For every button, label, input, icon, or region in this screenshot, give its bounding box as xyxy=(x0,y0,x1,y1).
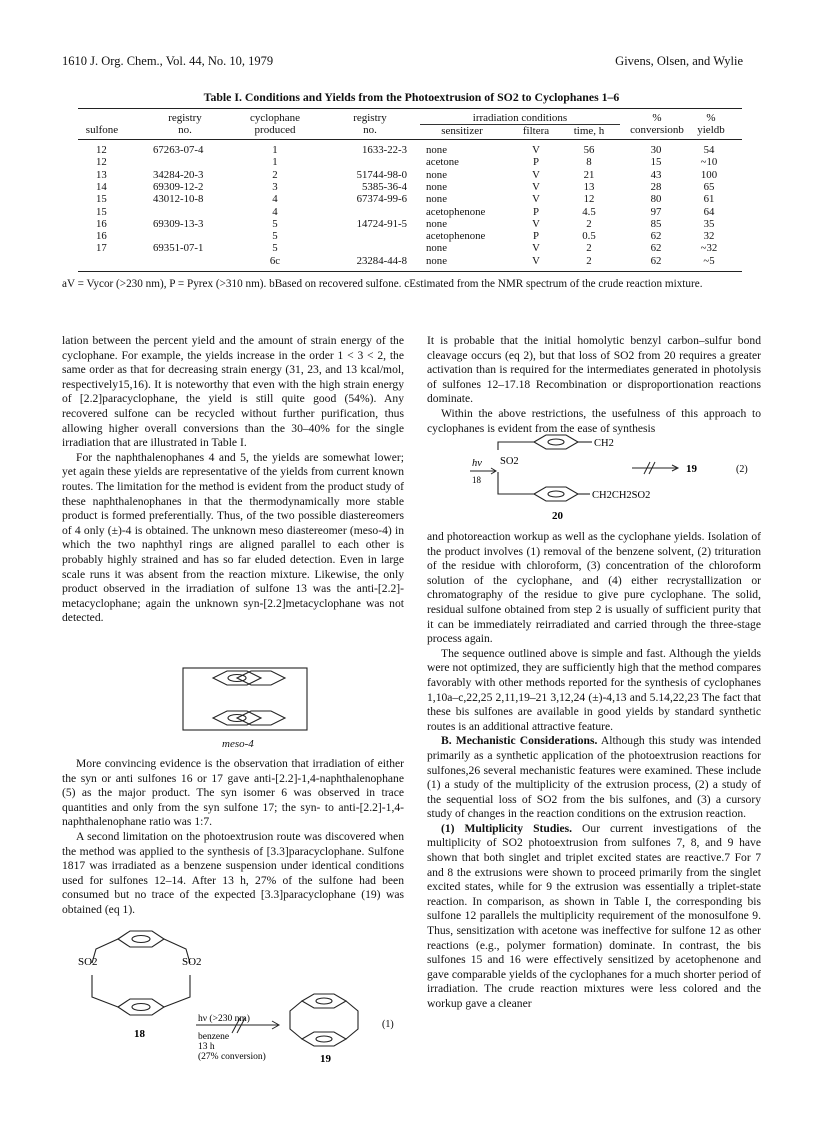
table-cell-sulfone: 13 xyxy=(96,168,107,181)
so2-label: SO2 xyxy=(182,956,202,968)
header-yield: % yieldb xyxy=(697,112,725,136)
table-cell-yield: 35 xyxy=(703,217,715,230)
meso-4-structure xyxy=(175,664,315,744)
left-column-top xyxy=(62,334,404,626)
paragraph: lation between the percent yield and the amount of strain energy of the cyclophane. For example, the yields increase in the order 1 < 3 < 2, the same order as that for decreasing strain energy (31, 23, and 13 kcal/mol, respectively15,16). It is noteworthy that even with the high strain energy of [2.2]paracyclophane, the yield is still quite good (54%). Any recovered sulfone can be recycled without further purification, thus allowing higher overall conversions than the 30–40% for the single irradiation that are illustrated in Table I. xyxy=(62,334,404,450)
radical-label: CH2CH2SO2 xyxy=(592,490,651,501)
table-cell-yield: 65 xyxy=(703,180,715,193)
table-cell-conv: 62 xyxy=(650,254,662,267)
table-cell-filter: V xyxy=(532,193,540,206)
table-cell-cyc: 5 xyxy=(272,242,278,255)
header-conversion: % conversionb xyxy=(630,112,684,136)
table-cell-sens: none xyxy=(426,217,447,230)
header-irradiation: irradiation conditions xyxy=(472,112,568,124)
table-cell-reg2: 5385-36-4 xyxy=(362,180,407,193)
table-cell-time: 4.5 xyxy=(582,205,596,218)
compound-20-label: 20 xyxy=(552,510,563,522)
table-cell-cyc: 4 xyxy=(272,205,278,218)
table-cell-cyc: 5 xyxy=(272,217,278,230)
table-cell-cyc: 6c xyxy=(269,254,281,267)
table-top-rule xyxy=(78,108,742,109)
paragraph: Within the above restrictions, the usefulness of this approach to cyclophanes is evident from the ease of synthesis xyxy=(427,406,761,435)
so2-label: SO2 xyxy=(500,456,519,467)
table-cell-sens: none xyxy=(426,180,447,193)
table-cell-reg2: 67374-99-6 xyxy=(356,193,407,206)
table-cell-sens: none xyxy=(426,168,447,181)
header-cyclophane: cyclophane produced xyxy=(249,112,301,136)
table-cell-conv: 15 xyxy=(650,156,662,169)
table-cell-yield: 64 xyxy=(703,205,715,218)
section-heading: (1) Multiplicity Studies. xyxy=(441,821,573,835)
table-cell-time: 8 xyxy=(586,156,592,169)
table-header-rule xyxy=(78,139,742,140)
table-cell-cyc: 3 xyxy=(272,180,278,193)
condition-time: 13 h xyxy=(198,1042,215,1052)
paragraph: B. Mechanistic Considerations. Although this study was intended primarily as a synthetic application of the photoextrusion reactions for sulfones,26 several mechanistic features were examined. These include (1) a study of the multiplicity of the extrusion process, (2) a study of the sequential loss of SO2 from the bis sulfones, and (3) a cursory study of changes in the reaction conditions on the extrusion reaction. xyxy=(427,734,761,821)
table-cell-conv: 80 xyxy=(650,193,662,206)
table-cell-sulfone: 15 xyxy=(96,205,107,218)
table-cell-filter: P xyxy=(532,230,539,243)
table-cell-sulfone: 16 xyxy=(96,230,107,243)
scheme-eq-1 xyxy=(62,925,412,1065)
table-cell-yield: 54 xyxy=(703,144,715,156)
paragraph: A second limitation on the photoextrusion route was discovered when the method was applied to the synthesis of [3.3]paracyclophane. Sulfone 1817 was irradiated as a benzene suspension under identical conditions used for sulfones 12–14. After 13 h, 27% of the sulfone had been consumed but no trace of the expected [3.3]paracyclophane (19) was obtained (eq 1). xyxy=(62,829,404,916)
table-cell-filter: V xyxy=(532,254,540,267)
table-cell-sens: acetone xyxy=(426,156,459,169)
hv-label: hν xyxy=(472,458,482,469)
table-cell-filter: V xyxy=(532,180,540,193)
table-cell-sens: none xyxy=(426,144,447,156)
table-cell-reg: 43012-10-8 xyxy=(153,193,204,206)
paragraph: The sequence outlined above is simple and fast. Although the yields were not optimized, they are sufficiently high that the method compares favorably with other methods reported for the synthesis of cyclophanes 1,10a–c,22,25 2,11,19–21 3,12,24 (±)-4,13 and 5.14,22,23 The fact that these bis sulfones are available in good yields by standard synthetic routes is an additional attractive feature. xyxy=(427,646,761,733)
header-time: time, h xyxy=(573,125,605,137)
table-cell-reg2: 1633-22-3 xyxy=(362,144,407,156)
table-cell-reg2: 23284-44-8 xyxy=(356,254,407,267)
table-cell-sens: none xyxy=(426,193,447,206)
compound-18-label: 18 xyxy=(134,1028,145,1040)
table-cell-reg: 69309-13-3 xyxy=(153,217,204,230)
table-cell-reg: 69351-07-1 xyxy=(153,242,204,255)
table-cell-reg: 69309-12-2 xyxy=(153,180,204,193)
table-cell-cyc: 1 xyxy=(272,144,278,156)
table-cell-cyc: 4 xyxy=(272,193,278,206)
header-registry-1: registry no. xyxy=(168,112,202,136)
table-cell-conv: 97 xyxy=(650,205,662,218)
table-cell-time: 12 xyxy=(583,193,595,206)
ch2-label: CH2 xyxy=(594,438,614,449)
table-cell-sulfone: 12 xyxy=(96,144,107,156)
table-cell-reg2: 51744-98-0 xyxy=(356,168,407,181)
header-filter: filtera xyxy=(522,125,550,137)
table-cell-yield: ~5 xyxy=(703,254,715,267)
table-cell-reg: 34284-20-3 xyxy=(153,168,204,181)
table-title: Table I. Conditions and Yields from the Photoextrusion of SO2 to Cyclophanes 1–6 xyxy=(203,90,620,104)
table-cell-yield: ~32 xyxy=(700,242,718,255)
paragraph: For the naphthalenophanes 4 and 5, the yields are somewhat lower; yet again these yields are representative of the yields from current known routes. The limitation for the method is evident from the product study of these naphthalenophanes in that the thermodynamically more stable product is formed preferentially. Thus, of the two possible diastereomers of 4 only (±)-4 is obtained. The unknown meso diastereomer (meso-4) in which the two naphthyl rings are aligned parallel to each other is probably highly strained and has so far eluded detection. Even in large scale runs it was absent from the reaction mixture. Likewise, the only product observed in the irradiation of sulfone 13 was the anti-[2.2]-metacyclophane; again the unknown syn-[2.2]metacyclophane was not detected. xyxy=(62,450,404,625)
so2-label: SO2 xyxy=(78,956,98,968)
condition-solvent: benzene xyxy=(198,1032,230,1042)
header-sulfone: sulfone xyxy=(85,124,119,136)
equation-number: (1) xyxy=(382,1019,394,1030)
table-cell-filter: V xyxy=(532,144,540,156)
table-cell-sulfone: 16 xyxy=(96,217,107,230)
table-cell-cyc: 5 xyxy=(272,230,278,243)
table-cell-yield: 32 xyxy=(703,230,715,243)
table-cell-sens: none xyxy=(426,242,447,255)
table-cell-sens: acetophenone xyxy=(426,205,486,218)
right-column-top xyxy=(427,334,761,436)
table-cell-sulfone: 14 xyxy=(96,180,107,193)
table-cell-conv: 62 xyxy=(650,230,662,243)
table-cell-filter: V xyxy=(532,217,540,230)
table-cell-time: 2 xyxy=(586,242,592,255)
condition-conversion: (27% conversion) xyxy=(198,1052,266,1062)
table-cell-conv: 62 xyxy=(650,242,662,255)
table-bottom-rule xyxy=(78,271,742,272)
right-column-bottom xyxy=(427,530,761,1012)
table-cell-reg: 67263-07-4 xyxy=(153,144,204,156)
paragraph: (1) Multiplicity Studies. Our current investigations of the multiplicity of SO2 photoextrusion from sulfones 7, 8, and 9 have shown that both singlet and triplet excited states are reactive.7 For 7 and 8 the extrusions were shown to proceed primarily from the singlet excited states, while for 9 the extrusion was essentially a triplet-state reaction. In comparison, as shown in Table I, the corresponding bis sulfone 12 parallels the multiplicity requirement of the monosulfone 9. Thus, sensitization with acetone was ineffective for sulfone 12 as other reactions (e.g., polymer formation) dominate. In contrast, the bis sulfones 15 and 16 were effectively sensitized by acetophenone and gave comparable yields of the cyclophanes for a much shorter period of irradiation. The crude reaction mixtures were less colored and the workup gave a cleaner xyxy=(427,821,762,1010)
table-cell-yield: 100 xyxy=(700,168,718,181)
running-header-right: Givens, Olsen, and Wylie xyxy=(615,54,743,68)
scheme-eq-2 xyxy=(460,430,760,525)
paragraph: It is probable that the initial homolytic benzyl carbon–sulfur bond cleavage occurs (eq 2), but that loss of SO2 from 20 requires a greater activation than is required for the intermediates generated in photolysis of sulfones 12–17.18 Recombination or disproportionation reactions dominate. xyxy=(427,334,761,406)
table-cell-conv: 85 xyxy=(650,217,662,230)
table-cell-time: 56 xyxy=(583,144,595,156)
condition-irradiation: hν (>230 nm) xyxy=(198,1014,250,1024)
table-cell-conv: 28 xyxy=(650,180,662,193)
table-cell-filter: V xyxy=(532,242,540,255)
table-cell-time: 13 xyxy=(583,180,595,193)
meso-4-label: meso-4 xyxy=(222,738,254,750)
table-cell-filter: P xyxy=(532,156,539,169)
table-cell-sulfone: 12 xyxy=(96,156,107,169)
header-sensitizer: sensitizer xyxy=(441,125,483,137)
table-cell-sens: none xyxy=(426,254,447,267)
running-header-left: 1610 J. Org. Chem., Vol. 44, No. 10, 1979 xyxy=(62,54,274,68)
reactant-18-label: 18 xyxy=(472,475,481,485)
product-19-label: 19 xyxy=(686,463,697,475)
table-cell-conv: 30 xyxy=(650,144,662,156)
table-cell-reg2: 14724-91-5 xyxy=(356,217,407,230)
table-cell-cyc: 2 xyxy=(272,168,278,181)
table-cell-time: 0.5 xyxy=(582,230,596,243)
section-heading: B. Mechanistic Considerations. xyxy=(441,734,598,748)
table-cell-sulfone: 17 xyxy=(96,242,107,255)
table-cell-time: 21 xyxy=(583,168,595,181)
table-cell-yield: ~10 xyxy=(700,156,718,169)
table-cell-yield: 61 xyxy=(703,193,715,206)
table-cell-time: 2 xyxy=(586,254,592,267)
table-cell-filter: P xyxy=(532,205,539,218)
equation-number: (2) xyxy=(736,464,748,475)
table-cell-sens: acetophenone xyxy=(426,230,486,243)
table-footnote: aV = Vycor (>230 nm), P = Pyrex (>310 nm). bBased on recovered sulfone. cEstimated from the NMR spectrum of the crude reaction mixture. xyxy=(62,278,703,290)
table-cell-sulfone: 15 xyxy=(96,193,107,206)
table-cell-time: 2 xyxy=(586,217,592,230)
table-cell-conv: 43 xyxy=(650,168,662,181)
compound-19-label: 19 xyxy=(320,1053,331,1065)
paragraph: More convincing evidence is the observation that irradiation of either the syn or anti sulfones 16 or 17 gave anti-[2.2]-1,4-naphthalenophane (5) as the major product. The syn isomer 6 was observed in trace quantities and only from the syn sulfone 17; the syn- to anti-[2.2]-1,4-naphthalenophane ratio was 1:7. xyxy=(62,757,404,829)
paragraph: and photoreaction workup as well as the cyclophane yields. Isolation of the product involves (1) removal of the benzene solvent, (2) trituration of the residue with chloroform, (3) concentration of the chloroform solution of the cyclophane, and (4) either recrystallization or chromatography of the residue to give pure cyclophane. The solid, residual sulfone obtained from step 2 is usually of sufficient purity that it can be immediately reirradiated and carried through the three-stage process again. xyxy=(427,530,761,646)
header-registry-2: registry no. xyxy=(353,112,387,136)
table-cell-cyc: 1 xyxy=(272,156,278,169)
left-column-bottom xyxy=(62,757,404,918)
table-cell-filter: V xyxy=(532,168,540,181)
